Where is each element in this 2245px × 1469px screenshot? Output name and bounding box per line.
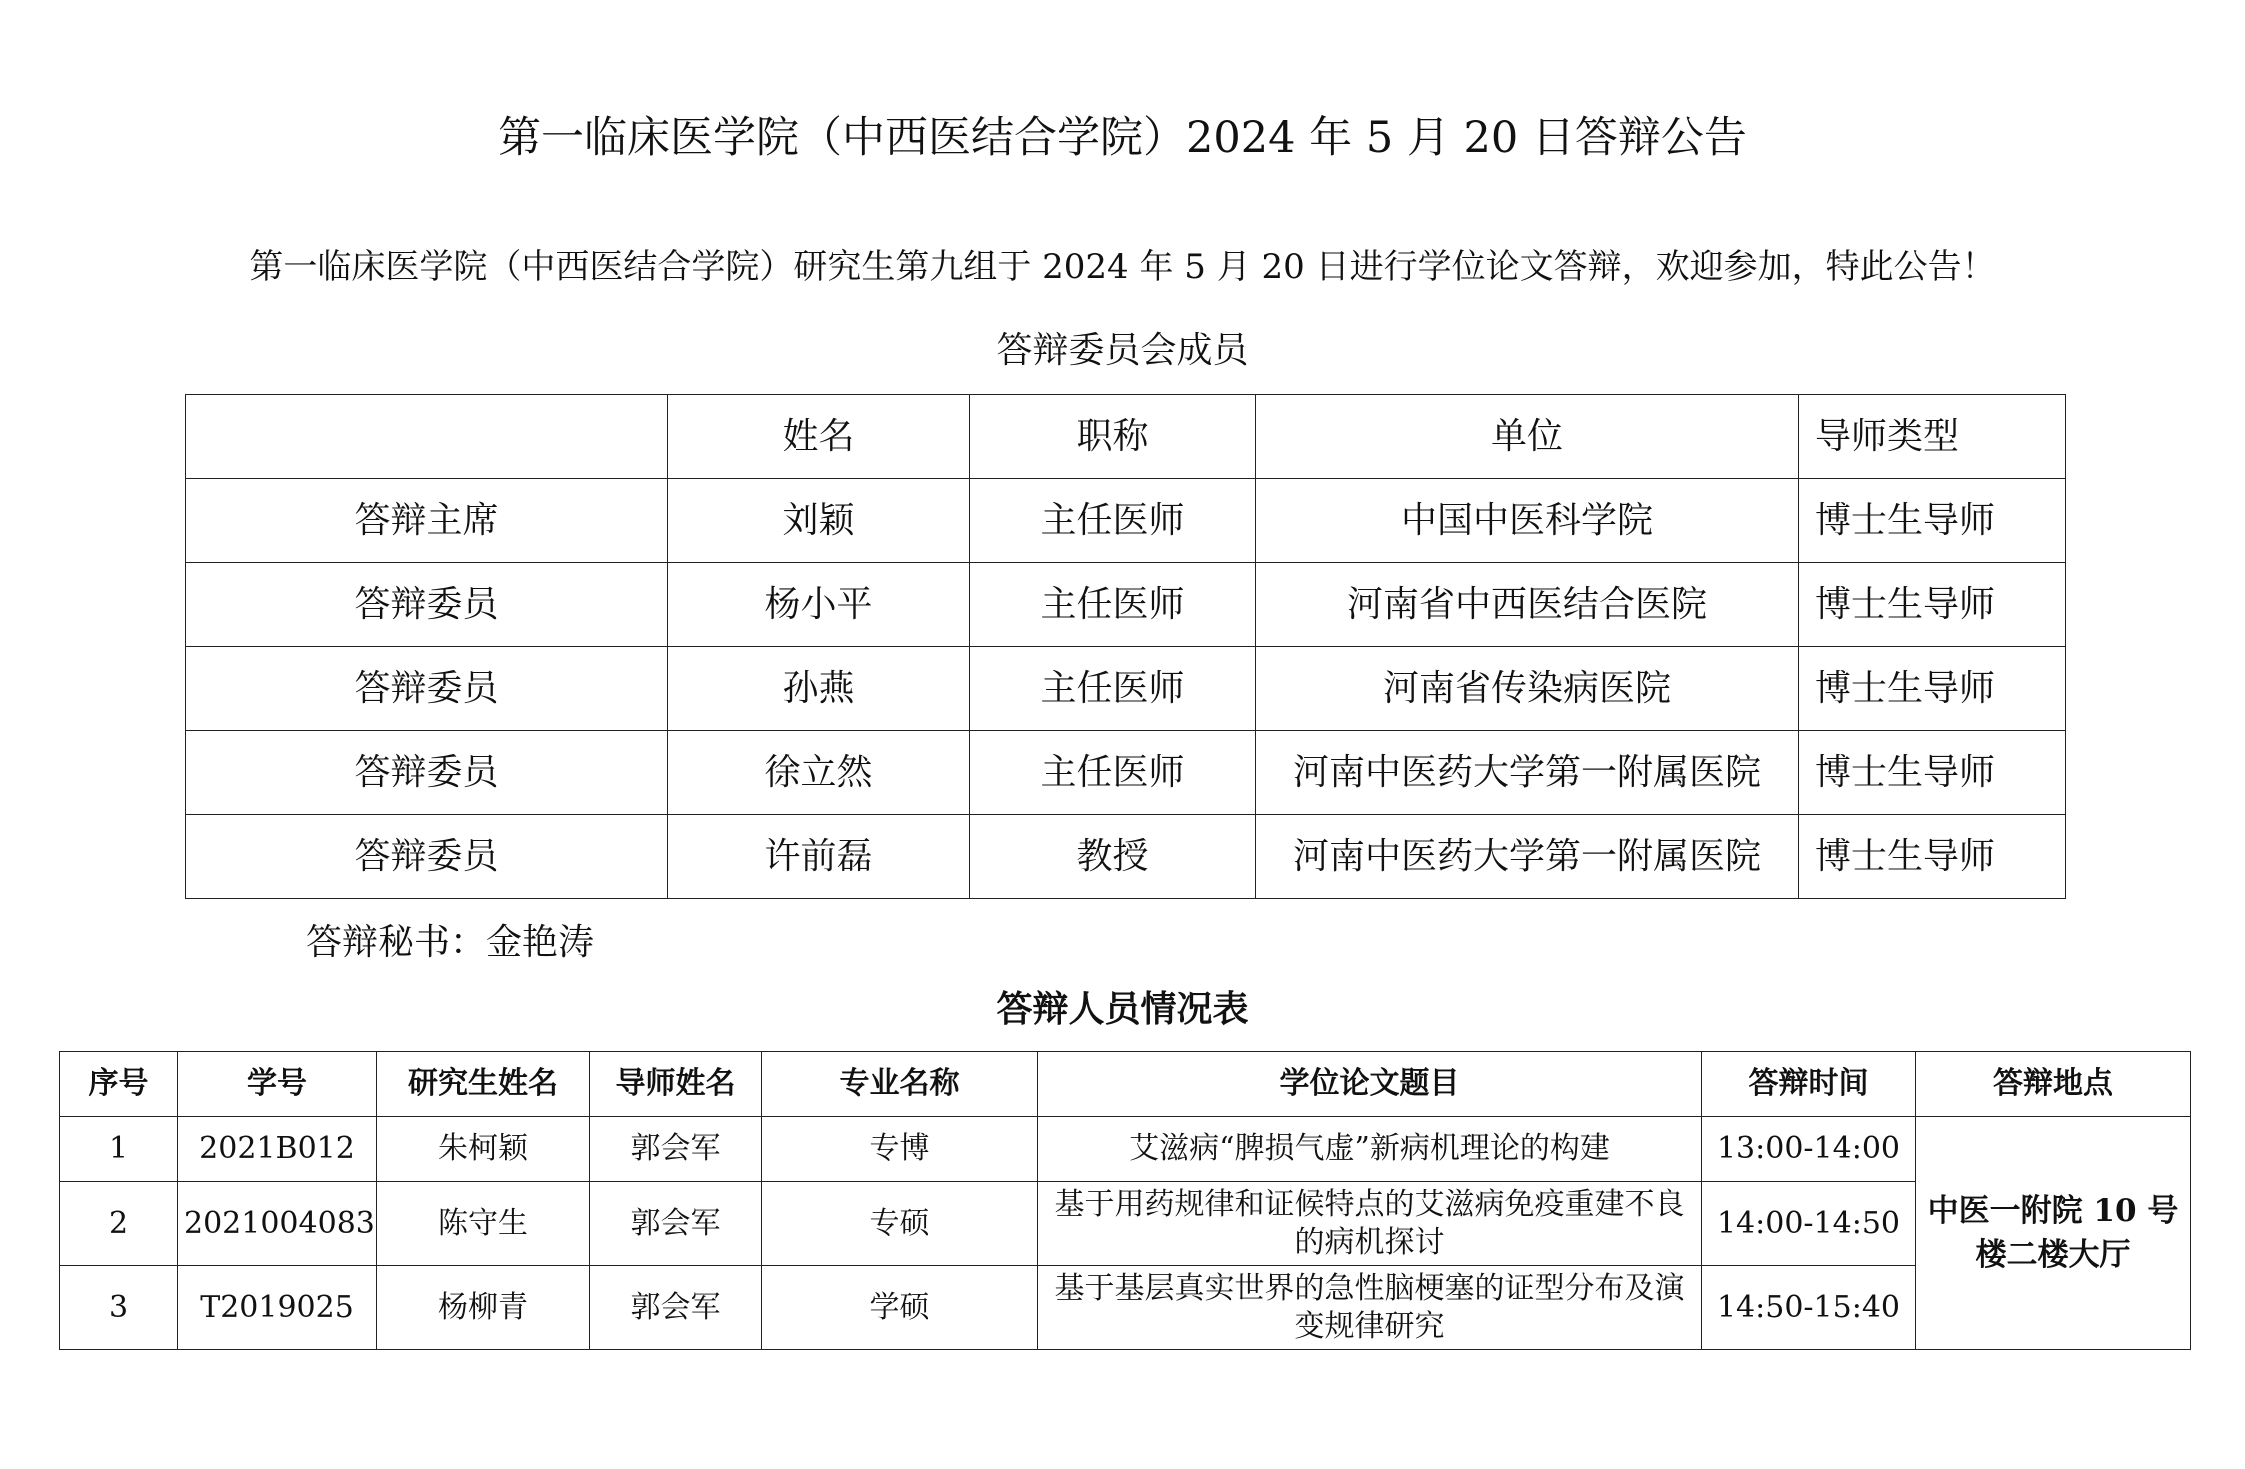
- committee-heading: 答辩委员会成员: [996, 330, 1249, 371]
- defense-thesis-title: 基于基层真实世界的急性脑梗塞的证型分布及演变规律研究: [1038, 1266, 1702, 1350]
- defense-secretary: 答辩秘书：金艳涛: [306, 922, 595, 963]
- defense-student-name: 朱柯颖: [377, 1117, 590, 1182]
- defense-row: [60, 1182, 2191, 1266]
- defense-supervisor: 郭会军: [590, 1182, 762, 1266]
- committee-role: 答辩主席: [186, 479, 668, 563]
- committee-header-supervisor-type: 导师类型: [1799, 395, 2066, 479]
- committee-header-unit: 单位: [1256, 395, 1799, 479]
- defense-time: 14:00-14:50: [1702, 1182, 1916, 1266]
- defense-student-name: 陈守生: [377, 1182, 590, 1266]
- committee-title: 主任医师: [970, 647, 1256, 731]
- defense-table: [59, 1051, 2191, 1350]
- committee-title: 教授: [970, 815, 1256, 899]
- committee-row: [186, 731, 2066, 815]
- committee-supervisor-type: 博士生导师: [1799, 563, 2066, 647]
- committee-title: 主任医师: [970, 563, 1256, 647]
- committee-header-name: 姓名: [668, 395, 970, 479]
- committee-row: [186, 647, 2066, 731]
- defense-student-id: T2019025: [178, 1266, 377, 1350]
- committee-supervisor-type: 博士生导师: [1799, 815, 2066, 899]
- defense-student-id: 2021B012: [178, 1117, 377, 1182]
- defense-major: 学硕: [762, 1266, 1038, 1350]
- defense-thesis-title: 艾滋病“脾损气虚”新病机理论的构建: [1038, 1117, 1702, 1182]
- committee-row: [186, 563, 2066, 647]
- committee-unit: 河南省传染病医院: [1256, 647, 1799, 731]
- defense-place: 中医一附院 10 号楼二楼大厅: [1916, 1117, 2191, 1350]
- committee-header-row: [186, 395, 2066, 479]
- committee-unit: 河南省中西医结合医院: [1256, 563, 1799, 647]
- defense-index: 1: [60, 1117, 178, 1182]
- defense-major: 专硕: [762, 1182, 1038, 1266]
- defense-row: [60, 1117, 2191, 1182]
- defense-header-time: 答辩时间: [1702, 1052, 1916, 1117]
- defense-thesis-title: 基于用药规律和证候特点的艾滋病免疫重建不良的病机探讨: [1038, 1182, 1702, 1266]
- committee-unit: 河南中医药大学第一附属医院: [1256, 731, 1799, 815]
- committee-supervisor-type: 博士生导师: [1799, 479, 2066, 563]
- committee-row: [186, 479, 2066, 563]
- defense-header-index: 序号: [60, 1052, 178, 1117]
- committee-table: [185, 394, 2066, 899]
- defense-supervisor: 郭会军: [590, 1117, 762, 1182]
- defense-major: 专博: [762, 1117, 1038, 1182]
- committee-name: 杨小平: [668, 563, 970, 647]
- defense-time: 14:50-15:40: [1702, 1266, 1916, 1350]
- defense-student-id: 2021004083: [178, 1182, 377, 1266]
- committee-title: 主任医师: [970, 731, 1256, 815]
- defense-student-name: 杨柳青: [377, 1266, 590, 1350]
- committee-name: 徐立然: [668, 731, 970, 815]
- committee-role: 答辩委员: [186, 563, 668, 647]
- defense-heading: 答辩人员情况表: [996, 988, 1249, 1030]
- defense-header-place: 答辩地点: [1916, 1052, 2191, 1117]
- committee-name: 许前磊: [668, 815, 970, 899]
- defense-header-row: [60, 1052, 2191, 1117]
- committee-role: 答辩委员: [186, 815, 668, 899]
- defense-supervisor: 郭会军: [590, 1266, 762, 1350]
- committee-role: 答辩委员: [186, 647, 668, 731]
- committee-row: [186, 815, 2066, 899]
- committee-name: 孙燕: [668, 647, 970, 731]
- defense-index: 2: [60, 1182, 178, 1266]
- committee-header-title: 职称: [970, 395, 1256, 479]
- defense-row: [60, 1266, 2191, 1350]
- defense-header-student-name: 研究生姓名: [377, 1052, 590, 1117]
- defense-index: 3: [60, 1266, 178, 1350]
- page-title: 第一临床医学院（中西医结合学院）2024 年 5 月 20 日答辩公告: [498, 113, 1747, 163]
- announcement-intro: 第一临床医学院（中西医结合学院）研究生第九组于 2024 年 5 月 20 日进行学位论文答辩，欢迎参加，特此公告！: [249, 247, 1996, 287]
- committee-unit: 河南中医药大学第一附属医院: [1256, 815, 1799, 899]
- committee-role: 答辩委员: [186, 731, 668, 815]
- committee-title: 主任医师: [970, 479, 1256, 563]
- committee-supervisor-type: 博士生导师: [1799, 731, 2066, 815]
- committee-name: 刘颖: [668, 479, 970, 563]
- committee-supervisor-type: 博士生导师: [1799, 647, 2066, 731]
- defense-time: 13:00-14:00: [1702, 1117, 1916, 1182]
- defense-header-student-id: 学号: [178, 1052, 377, 1117]
- committee-header-role: [186, 395, 668, 479]
- defense-header-supervisor: 导师姓名: [590, 1052, 762, 1117]
- committee-unit: 中国中医科学院: [1256, 479, 1799, 563]
- defense-header-major: 专业名称: [762, 1052, 1038, 1117]
- defense-header-thesis-title: 学位论文题目: [1038, 1052, 1702, 1117]
